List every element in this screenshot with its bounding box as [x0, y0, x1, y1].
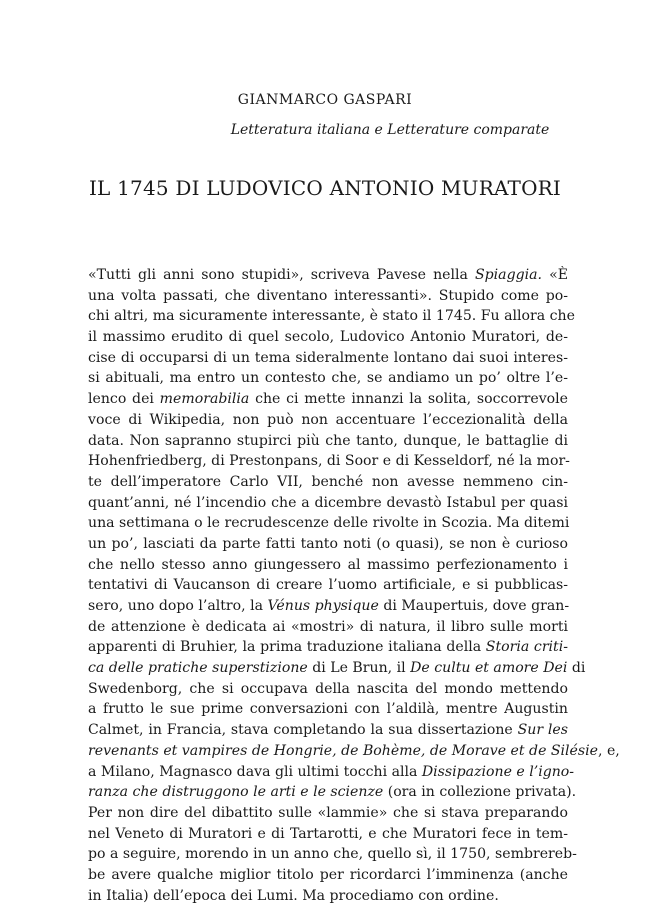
italic-text: ca delle pratiche superstizione — [88, 660, 308, 677]
text-line — [88, 472, 568, 493]
text-line — [88, 886, 568, 907]
text-line — [88, 368, 568, 389]
text-line — [88, 699, 568, 720]
text-run: in Italia) dell’epoca dei Lumi. Ma procediamo con ordine. — [88, 887, 499, 904]
text-run: Calmet, in Francia, stava completando la sua dissertazione — [88, 722, 518, 739]
text-line — [88, 844, 577, 865]
text-line — [88, 555, 568, 576]
text-line — [88, 762, 575, 783]
author-affiliation: Letteratura italiana e Letterature comparate — [230, 122, 550, 138]
text-line — [88, 575, 568, 596]
text-run: lenco dei — [88, 391, 160, 408]
text-line — [88, 617, 568, 638]
text-run: data. Non sapranno stupirci più che tanto, dunque, le battaglie di — [88, 432, 568, 449]
italic-text: ranza che distruggono le arti e le scienze — [88, 784, 384, 801]
text-line — [88, 803, 568, 824]
text-line — [88, 451, 568, 472]
text-line — [88, 493, 568, 514]
italic-text: Storia criti- — [485, 639, 568, 656]
text-line — [88, 265, 568, 286]
body-paragraph — [88, 265, 620, 906]
text-line — [88, 824, 568, 845]
text-run: che ci mette innanzi la solita, soccorrevole — [249, 391, 568, 408]
text-run: te dell’imperatore Carlo VII, benché non avesse nemmeno cin- — [88, 473, 568, 490]
text-run: «Tutti gli anni sono stupidi», scriveva Pavese nella — [88, 267, 475, 283]
text-line — [88, 286, 568, 307]
text-run: Swedenborg, che si occupava della nascita del mondo mettendo — [88, 680, 568, 697]
italic-text: De cultu et amore Dei — [410, 660, 568, 677]
text-line — [88, 720, 568, 741]
italic-text: Spiaggia. — [474, 267, 543, 283]
text-run: di — [567, 660, 586, 677]
text-line — [88, 782, 577, 803]
italic-text: Vénus physique — [267, 598, 379, 614]
text-line — [88, 741, 620, 762]
text-run: di Le Brun, il — [307, 660, 411, 677]
text-run: be avere qualche miglior titolo per ricordarci l’imminenza (anche — [88, 866, 568, 883]
text-run: tentativi di Vaucanson di creare l’uomo artificiale, e si pubblicas- — [88, 577, 568, 594]
text-line — [88, 865, 568, 886]
text-line — [88, 658, 586, 679]
text-line — [88, 431, 568, 452]
text-run: un po’, lasciati da parte fatti tanto noti (o quasi), se non è curioso — [88, 535, 568, 552]
italic-text: Dissipazione e l’igno- — [421, 763, 575, 780]
text-run: voce di Wikipedia, non può non accentuare l’eccezionalità della — [88, 411, 568, 428]
text-line — [88, 410, 568, 431]
italic-text: memorabilia — [159, 391, 250, 408]
text-line — [88, 306, 575, 327]
text-run: Hohenfriedberg, di Prestonpans, di Soor e di Kesseldorf, né la mor- — [88, 453, 570, 470]
text-run: nel Veneto di Muratori e di Tartarotti, e che Muratori fece in tem- — [88, 825, 568, 842]
text-run: quant’anni, né l’incendio che a dicembre devastò Istabul per quasi — [88, 494, 568, 511]
text-run: chi altri, ma sicuramente interessante, è stato il 1745. Fu allora che — [88, 308, 575, 325]
text-line — [88, 637, 568, 658]
text-line — [88, 348, 568, 369]
author-name: GIANMARCO GASPARI — [237, 92, 413, 108]
italic-text: Sur les — [517, 722, 568, 739]
text-run: «È — [542, 267, 568, 283]
text-run: si abituali, ma entro un contesto che, se andiamo un po’ oltre l’e- — [88, 370, 568, 387]
italic-text: revenants et vampires de Hongrie, de Bohème, de Morave et de Silésie — [88, 742, 598, 759]
text-run: una volta passati, che diventano interessanti». Stupido come po- — [88, 287, 568, 304]
text-run: sero, uno dopo l’altro, la — [88, 598, 268, 614]
text-run: il massimo erudito di quel secolo, Ludovico Antonio Muratori, de- — [88, 329, 568, 346]
text-run: cise di occuparsi di un tema sideralmente lontano dai suoi interes- — [88, 349, 568, 366]
text-run: a frutto le sue prime conversazioni con l’aldilà, mentre Augustin — [88, 701, 568, 718]
text-line — [88, 389, 568, 410]
text-run: di Maupertuis, dove gran- — [378, 598, 570, 614]
text-run: (ora in collezione privata). — [383, 784, 577, 801]
text-run: Per non dire del dibattito sulle «lammie» che si stava preparando — [88, 804, 568, 821]
text-line — [88, 534, 568, 555]
text-run: a Milano, Magnasco dava gli ultimi tocchi alla — [88, 763, 422, 780]
text-line — [88, 327, 568, 348]
text-line — [88, 596, 568, 617]
text-run: una settimana o le recrudescenze delle rivolte in Scozia. Ma ditemi — [88, 515, 570, 532]
text-run: apparenti di Bruhier, la prima traduzione italiana della — [88, 639, 486, 656]
text-line — [88, 513, 568, 534]
article-title: IL 1745 DI LUDOVICO ANTONIO MURATORI — [88, 176, 562, 200]
text-run: che nello stesso anno giungessero al massimo perfezionamento i — [88, 556, 568, 573]
text-run: de attenzione è dedicata ai «mostri» di natura, il libro sulle morti — [88, 618, 568, 635]
text-run: , e, — [597, 742, 620, 759]
text-run: po a seguire, morendo in un anno che, quello sì, il 1750, sembrereb- — [88, 846, 577, 863]
text-line — [88, 679, 568, 700]
